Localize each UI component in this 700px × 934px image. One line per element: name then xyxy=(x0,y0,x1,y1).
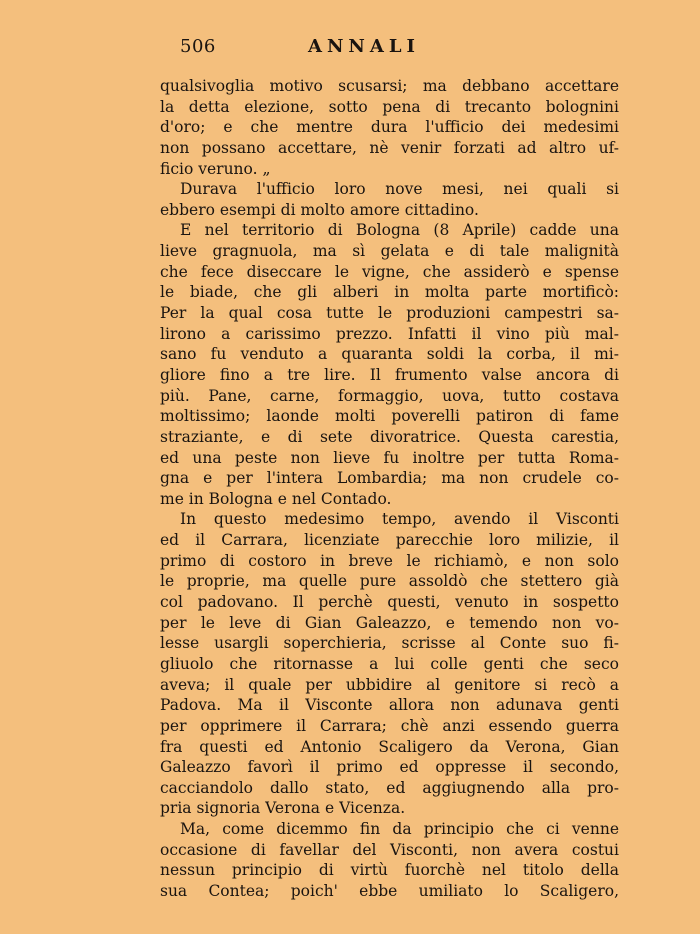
text-line: occasione di favellar del Visconti, non avera costui xyxy=(160,840,619,859)
body-text xyxy=(160,76,619,902)
text-line: qualsivoglia motivo scusarsi; ma debbano accettare xyxy=(160,77,619,95)
text-line: primo di costoro in breve le richiamò, e non solo xyxy=(160,551,619,570)
text-line: E nel territorio di Bologna (8 Aprile) cadde una xyxy=(180,221,619,240)
text-line: sua Contea; poich' ebbe umiliato lo Scaligero, xyxy=(160,881,619,900)
text-line: lirono a carissimo prezzo. Infatti il vino più mal- xyxy=(160,324,619,343)
text-line: Per la qual cosa tutte le produzioni campestri sa- xyxy=(160,304,619,323)
text-line: le proprie, ma quelle pure assoldò che stettero già xyxy=(160,572,619,591)
text-line: che fece diseccare le vigne, che assiderò e spense xyxy=(160,262,619,281)
text-line: aveva; il quale per ubbidire al genitore si recò a xyxy=(160,675,619,694)
running-head: ANNALI xyxy=(308,36,420,57)
text-line: Galeazzo favorì il primo ed oppresse il secondo, xyxy=(160,758,619,777)
text-line: fra questi ed Antonio Scaligero da Verona, Gian xyxy=(160,737,619,756)
text-line: ed il Carrara, licenziate parecchie loro milizie, il xyxy=(160,531,619,550)
text-line: gliore fino a tre lire. Il frumento valse ancora di xyxy=(160,365,619,384)
text-line: non possano accettare, nè venir forzati ad altro uf- xyxy=(160,138,619,157)
text-line: straziante, e di sete divoratrice. Questa carestia, xyxy=(160,427,619,446)
text-line: per le leve di Gian Galeazzo, e temendo non vo- xyxy=(160,613,619,632)
text-line: le biade, che gli alberi in molta parte mortificò: xyxy=(160,283,619,302)
text-line: gliuolo che ritornasse a lui colle genti che seco xyxy=(160,654,619,673)
text-line: cacciandolo dallo stato, ed aggiugnendo alla pro- xyxy=(160,778,619,797)
text-line: la detta elezione, sotto pena di trecanto bolognini xyxy=(160,97,619,116)
page-number: 506 xyxy=(180,36,216,57)
text-line: Ma, come dicemmo fin da principio che ci venne xyxy=(180,820,619,839)
text-line: Durava l'ufficio loro nove mesi, nei quali si xyxy=(180,180,619,199)
page-header xyxy=(180,36,480,62)
text-line: pria signoria Verona e Vicenza. xyxy=(160,799,406,818)
text-line: lesse usargli soperchieria, scrisse al Conte suo fi- xyxy=(160,634,619,653)
text-line: lieve gragnuola, ma sì gelata e di tale malignità xyxy=(160,242,619,261)
text-line: In questo medesimo tempo, avendo il Visconti xyxy=(180,510,619,529)
text-line: Padova. Ma il Visconte allora non adunava genti xyxy=(160,696,619,715)
text-line: più. Pane, carne, formaggio, uova, tutto costava xyxy=(160,386,619,405)
text-line: ed una peste non lieve fu inoltre per tutta Roma- xyxy=(160,448,619,467)
text-line: ebbero esempi di molto amore cittadino. xyxy=(160,200,479,219)
text-line: sano fu venduto a quaranta soldi la corba, il mi- xyxy=(160,345,619,364)
text-line: ficio veruno. „ xyxy=(160,159,271,178)
text-line: d'oro; e che mentre dura l'ufficio dei medesimi xyxy=(160,118,619,137)
text-line: nessun principio di virtù fuorchè nel titolo della xyxy=(160,861,619,880)
text-line: gna e per l'intera Lombardia; ma non crudele co- xyxy=(160,469,619,488)
text-line: moltissimo; laonde molti poverelli patiron di fame xyxy=(160,407,619,426)
text-line: me in Bologna e nel Contado. xyxy=(160,489,392,508)
text-line: col padovano. Il perchè questi, venuto in sospetto xyxy=(160,593,619,612)
text-line: per opprimere il Carrara; chè anzi essendo guerra xyxy=(160,716,619,735)
